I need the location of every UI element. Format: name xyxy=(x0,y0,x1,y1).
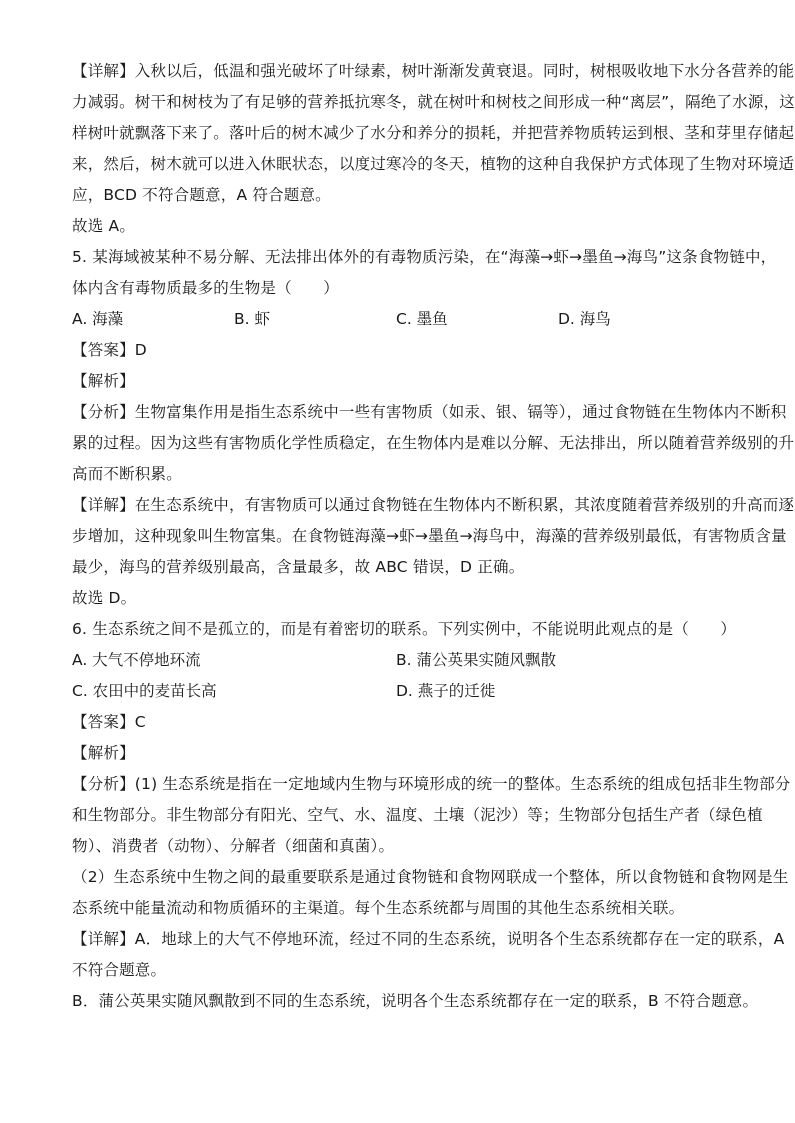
q4-detail-line-4: 来，然后，树木就可以进入休眠状态，以度过寒冷的冬天，植物的这种自我保护方式体现了生物对环境适 xyxy=(72,155,795,173)
q5-stem-line-2: 体内含有毒物质最多的生物是（ ） xyxy=(72,279,339,297)
q5-options xyxy=(72,304,722,335)
q6-option-b: B. 蒲公英果实随风飘散 xyxy=(396,651,556,669)
q6-analysis-line-3: 物）、消费者（动物）、分解者（细菌和真菌）。 xyxy=(72,837,395,855)
q5-choice: 故选 D。 xyxy=(72,589,137,607)
q6-stem: 6. 生态系统之间不是孤立的，而是有着密切的联系。下列实例中，不能说明此观点的是（ ） xyxy=(72,620,737,638)
q4-detail-line-3: 样树叶就飘落下来了。落叶后的树木减少了水分和养分的损耗，并把营养物质转运到根、茎和芽里存储起 xyxy=(72,124,795,142)
q5-answer: 【答案】D xyxy=(72,341,147,359)
q6-detail-line-3: B．蒲公英果实随风飘散到不同的生态系统，说明各个生态系统都存在一定的联系，B 不符合题意。 xyxy=(72,992,759,1010)
q6-detail-line-1: 【详解】A．地球上的大气不停地环流，经过不同的生态系统，说明各个生态系统都存在一定的联系，A xyxy=(72,930,785,948)
q5-detail-line-3: 最少，海鸟的营养级别最高，含量最多，故 ABC 错误，D 正确。 xyxy=(72,558,525,576)
q5-option-b: B. 虾 xyxy=(234,310,270,328)
q6-analysis-line-2: 和生物部分。非生物部分有阳光、空气、水、温度、土壤（泥沙）等；生物部分包括生产者（绿色植 xyxy=(72,806,763,824)
q6-answer: 【答案】C xyxy=(72,713,146,731)
q6-options-row-1 xyxy=(72,645,722,676)
q5-option-d: D. 海鸟 xyxy=(558,310,611,328)
q6-detail-line-2: 不符合题意。 xyxy=(72,961,167,979)
q6-analysis-line-1: 【分析】(1) 生态系统是指在一定地域内生物与环境形成的统一的整体。生态系统的组成包括非生物部分 xyxy=(72,775,791,793)
q5-option-c: C. 墨鱼 xyxy=(396,310,448,328)
q6-option-a: A. 大气不停地环流 xyxy=(72,651,201,669)
q6-analysis-heading: 【解析】 xyxy=(72,744,135,762)
q6-options-row-2 xyxy=(72,676,722,707)
q4-choice: 故选 A。 xyxy=(72,217,136,235)
q5-analysis-line-3: 高而不断积累。 xyxy=(72,465,182,483)
q5-detail-line-1: 【详解】在生态系统中，有害物质可以通过食物链在生物体内不断积累，其浓度随着营养级别的升高而逐 xyxy=(72,496,795,514)
q6-option-d: D. 燕子的迁徙 xyxy=(396,682,496,700)
q6-option-c: C. 农田中的麦苗长高 xyxy=(72,682,217,700)
q6-analysis-line-5: 态系统中能量流动和物质循环的主渠道。每个生态系统都与周围的其他生态系统相关联。 xyxy=(72,899,685,917)
document-body xyxy=(72,56,795,1017)
q5-analysis-line-2: 累的过程。因为这些有害物质化学性质稳定，在生物体内是难以分解、无法排出，所以随着营养级别的升 xyxy=(72,434,795,452)
q4-detail-line-1: 【详解】入秋以后，低温和强光破坏了叶绿素，树叶渐渐发黄衰退。同时，树根吸收地下水分各营养的能 xyxy=(72,62,795,80)
q6-analysis-line-4: （2）生态系统中生物之间的最重要联系是通过食物链和食物网联成一个整体，所以食物链和食物网是生 xyxy=(72,868,789,886)
q5-analysis-line-1: 【分析】生物富集作用是指生态系统中一些有害物质（如汞、银、镉等），通过食物链在生物体内不断积 xyxy=(72,403,787,421)
q5-detail-line-2: 步增加，这种现象叫生物富集。在食物链海藻→虾→墨鱼→海鸟中，海藻的营养级别最低，有害物质含量 xyxy=(72,527,787,545)
q5-option-a: A. 海藻 xyxy=(72,310,124,328)
q5-analysis-heading: 【解析】 xyxy=(72,372,135,390)
q5-stem-line-1: 5. 某海域被某种不易分解、无法排出体外的有毒物质污染，在“海藻→虾→墨鱼→海鸟”这条食物链中， xyxy=(72,248,777,266)
q4-detail-line-5: 应，BCD 不符合题意，A 符合题意。 xyxy=(72,186,331,204)
q4-detail-line-2: 力减弱。树干和树枝为了有足够的营养抵抗寒冬，就在树叶和树枝之间形成一种“离层”，隔绝了水源，这 xyxy=(72,93,795,111)
